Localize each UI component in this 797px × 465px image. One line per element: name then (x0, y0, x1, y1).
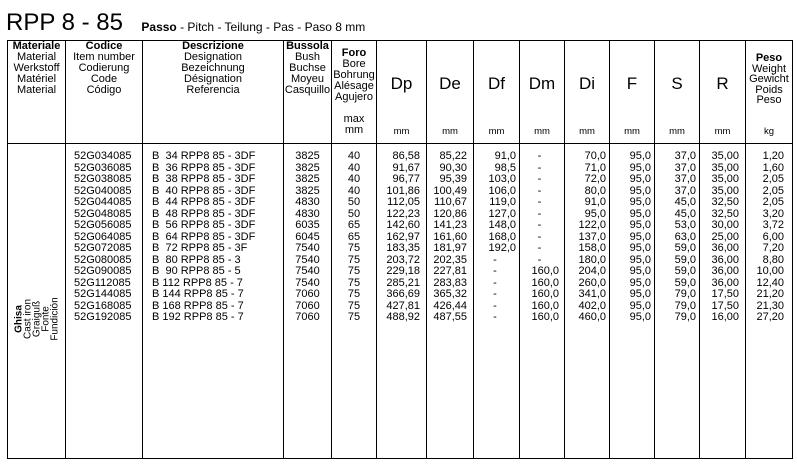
cell-di: 91,0 (584, 196, 606, 208)
header-foro-2: Bohrung (333, 69, 375, 81)
cell-peso: 27,20 (756, 311, 784, 323)
cell-di: 137,0 (578, 230, 606, 243)
cell-descrizione: B 192 RPP8 85 - 7 (152, 311, 244, 323)
header-di-unit: mm (579, 126, 595, 137)
header-foro-mm: mm (344, 124, 364, 136)
header-foro-1: Bore (342, 58, 366, 70)
header-descrizione-0: Descrizione (182, 40, 244, 52)
cell-dp: 488,92 (386, 311, 420, 323)
cell-r: 16,00 (711, 311, 739, 323)
material-4: Fundición (49, 297, 60, 341)
cell-peso: 2,05 (762, 184, 784, 197)
cell-dm: - (537, 230, 542, 243)
cell-codice: 52G044085 (74, 196, 132, 208)
material-2: Graiguß (31, 300, 42, 338)
body-row (8, 144, 793, 459)
cell-f: 95,0 (629, 196, 651, 208)
cell-s: 37,0 (674, 173, 696, 185)
header-materiale-2: Werkstoff (13, 62, 60, 74)
header-peso-4: Peso (756, 94, 782, 106)
header-dp-unit: mm (393, 126, 410, 137)
header-s (655, 41, 700, 144)
header-descrizione-4: Referencia (186, 84, 240, 96)
header-f-unit: mm (624, 126, 640, 137)
col-f (610, 144, 655, 459)
header-foro (332, 41, 377, 144)
header-foro-3: Alésage (334, 80, 374, 92)
cell-s: 63,0 (674, 230, 696, 243)
cell-bussola: 6045 (295, 230, 320, 243)
cell-de: 227,81 (433, 265, 467, 277)
cell-foro: 75 (347, 265, 361, 277)
cell-s: 53,0 (674, 219, 696, 231)
cell-de: 85,22 (439, 150, 467, 162)
cell-f: 95,0 (629, 311, 651, 323)
cell-dp: 86,58 (392, 150, 420, 162)
header-di (565, 41, 610, 144)
header-foro-4: Agujero (335, 91, 373, 103)
col-di (565, 144, 610, 459)
col-codice (66, 144, 143, 459)
cell-dm: - (537, 184, 542, 197)
cell-dm: - (537, 253, 542, 266)
cell-descrizione: B 168 RPP8 85 - 7 (152, 299, 244, 312)
title-row (6, 8, 365, 38)
cell-di: 158,0 (578, 242, 606, 254)
cell-f: 95,0 (629, 184, 651, 197)
cell-bussola: 7060 (295, 311, 320, 323)
cell-dm: 160,0 (531, 288, 559, 300)
cell-di: 341,0 (578, 288, 606, 300)
cell-codice: 52G064085 (74, 230, 132, 243)
cell-foro: 75 (347, 311, 361, 323)
cell-di: 95,0 (584, 207, 606, 220)
cell-df: 98,5 (494, 161, 516, 174)
cell-r: 17,50 (711, 288, 739, 300)
cell-codice: 52G144085 (74, 288, 132, 300)
col-s (655, 144, 700, 459)
cell-peso: 8,80 (762, 253, 784, 266)
cell-r: 25,00 (711, 230, 739, 243)
cell-s: 59,0 (674, 253, 696, 266)
cell-dp: 112,05 (387, 196, 420, 208)
cell-r: 36,00 (711, 276, 739, 289)
header-df (474, 41, 520, 144)
cell-df: - (493, 265, 497, 277)
col-de (427, 144, 474, 459)
header-materiale-4: Material (16, 84, 57, 96)
cell-dm: - (537, 219, 542, 231)
cell-r: 35,00 (711, 173, 739, 185)
cell-foro: 75 (347, 253, 361, 266)
cell-peso: 2,05 (762, 196, 784, 208)
header-f (610, 41, 655, 144)
cell-descrizione: B 80 RPP8 85 - 3 (152, 253, 241, 266)
cell-descrizione: B 40 RPP8 85 - 3DF (152, 184, 256, 197)
cell-descrizione: B 48 RPP8 85 - 3DF (152, 207, 256, 220)
cell-f: 95,0 (629, 288, 651, 300)
header-materiale-3: Matériel (16, 73, 57, 85)
cell-s: 79,0 (674, 288, 696, 300)
pitch-subtitle (141, 16, 365, 38)
cell-dp: 122,23 (386, 207, 420, 220)
material-3: Fonte (40, 306, 51, 332)
cell-s: 79,0 (674, 311, 696, 323)
cell-df: 103,0 (488, 173, 516, 185)
cell-s: 59,0 (674, 265, 696, 277)
cell-codice: 52G048085 (74, 207, 132, 220)
header-de-label: De (439, 74, 461, 93)
cell-r: 30,00 (711, 219, 739, 231)
cell-bussola: 3825 (295, 161, 320, 174)
cell-peso: 6,00 (762, 230, 784, 243)
cell-descrizione: B 44 RPP8 85 - 3DF (152, 196, 256, 208)
cell-de: 90,30 (439, 161, 467, 174)
cell-df: 148,0 (488, 219, 516, 231)
cell-r: 17,50 (711, 299, 739, 312)
cell-dm: 160,0 (531, 299, 559, 312)
cell-foro: 75 (347, 242, 361, 254)
spec-table (7, 40, 793, 459)
cell-dm: 160,0 (531, 276, 559, 289)
cell-s: 59,0 (674, 242, 696, 254)
cell-de: 95,39 (439, 173, 467, 185)
cell-f: 95,0 (629, 161, 651, 174)
header-dm (520, 41, 565, 144)
material-1: Cast iron (22, 298, 33, 340)
cell-bussola: 4830 (295, 196, 320, 208)
cell-di: 460,0 (578, 311, 606, 323)
cell-descrizione: B 112 RPP8 85 - 7 (152, 276, 243, 289)
header-descrizione-2: Bezeichnung (181, 62, 245, 74)
header-bussola-3: Moyeu (290, 73, 325, 85)
cell-f: 95,0 (629, 173, 651, 185)
cell-peso: 7,20 (762, 242, 784, 254)
header-codice-1: Item number (73, 51, 135, 63)
cell-de: 487,55 (433, 311, 467, 323)
cell-f: 95,0 (629, 253, 651, 266)
cell-df: - (493, 276, 497, 289)
cell-foro: 40 (347, 184, 361, 197)
header-de (427, 41, 474, 144)
cell-foro: 75 (347, 276, 361, 289)
header-codice-0: Codice (85, 40, 123, 52)
header-materiale (8, 41, 66, 144)
cell-s: 37,0 (674, 150, 696, 162)
col-descrizione (143, 144, 284, 459)
cell-codice: 52G034085 (74, 150, 132, 162)
cell-bussola: 6035 (295, 219, 320, 231)
cell-peso: 21,30 (756, 299, 784, 312)
cell-df: 168,0 (488, 230, 516, 243)
cell-dp: 229,18 (386, 265, 420, 277)
cell-codice: 52G080085 (74, 253, 132, 266)
header-codice-3: Code (90, 73, 118, 85)
cell-codice: 52G056085 (74, 219, 132, 231)
cell-df: - (493, 288, 497, 300)
header-descrizione-1: Designation (183, 51, 243, 63)
cell-peso: 3,20 (762, 207, 784, 220)
header-df-label: Df (488, 74, 505, 93)
cell-dp: 96,77 (392, 173, 420, 185)
header-materiale-0: Materiale (12, 40, 61, 52)
cell-f: 95,0 (629, 207, 651, 220)
cell-df: 127,0 (488, 207, 516, 220)
cell-s: 45,0 (674, 196, 696, 208)
cell-f: 95,0 (629, 265, 651, 277)
cell-foro: 75 (347, 288, 361, 300)
cell-de: 181,97 (433, 242, 467, 254)
header-foro-0: Foro (341, 47, 367, 59)
cell-codice: 52G038085 (74, 173, 132, 185)
pitch-label: Passo (141, 20, 177, 34)
cell-di: 402,0 (578, 299, 606, 312)
header-de-unit: mm (442, 126, 458, 137)
cell-codice: 52G112085 (74, 276, 131, 289)
cell-r: 35,00 (711, 161, 739, 174)
cell-di: 260,0 (578, 276, 606, 289)
header-dm-unit: mm (534, 126, 550, 137)
cell-foro: 50 (347, 207, 361, 220)
cell-dp: 183,35 (386, 242, 420, 254)
cell-dm: - (537, 173, 542, 185)
cell-s: 37,0 (674, 161, 696, 174)
cell-r: 36,00 (711, 253, 739, 266)
header-f-label: F (626, 74, 638, 93)
header-materiale-1: Material (16, 51, 57, 63)
header-bussola-2: Buchse (289, 62, 326, 74)
cell-descrizione: B 144 RPP8 85 - 7 (152, 288, 244, 300)
cell-df: 106,0 (488, 184, 516, 197)
cell-s: 59,0 (674, 276, 696, 289)
cell-codice: 52G072085 (74, 242, 132, 254)
col-r (700, 144, 746, 459)
cell-dm: - (537, 207, 542, 220)
cell-de: 365,32 (433, 288, 467, 300)
cell-foro: 50 (347, 196, 361, 208)
header-peso-unit: kg (763, 126, 775, 137)
cell-dp: 91,67 (392, 161, 420, 174)
cell-r: 32,50 (711, 207, 739, 220)
header-codice-2: Codierung (78, 62, 130, 74)
cell-de: 426,44 (433, 299, 467, 312)
cell-descrizione: B 34 RPP8 85 - 3DF (152, 150, 256, 162)
cell-bussola: 7540 (295, 265, 320, 277)
cell-peso: 12,40 (756, 276, 784, 289)
cell-dm: - (537, 196, 542, 208)
cell-peso: 1,20 (762, 150, 784, 162)
cell-dp: 285,21 (386, 276, 420, 289)
cell-dp: 366,69 (386, 288, 420, 300)
cell-df: 91,0 (494, 150, 516, 162)
cell-s: 45,0 (674, 207, 696, 220)
cell-foro: 65 (347, 219, 361, 231)
cell-di: 72,0 (584, 173, 606, 185)
cell-dm: - (537, 150, 542, 162)
cell-dp: 162,97 (386, 230, 420, 243)
cell-codice: 52G090085 (74, 265, 132, 277)
cell-bussola: 7060 (295, 288, 320, 300)
col-dp (377, 144, 427, 459)
page-title: RPP 8 - 85 (6, 9, 123, 36)
cell-bussola: 3825 (295, 173, 320, 185)
cell-df: - (493, 299, 497, 312)
header-di-label: Di (578, 74, 596, 93)
cell-f: 95,0 (629, 150, 651, 162)
cell-de: 283,83 (433, 276, 467, 289)
header-dp (377, 41, 427, 144)
cell-peso: 1,60 (762, 161, 784, 174)
cell-descrizione: B 64 RPP8 85 - 3DF (152, 230, 256, 243)
cell-dp: 427,81 (386, 299, 420, 312)
header-r (700, 41, 746, 144)
cell-peso: 21,20 (756, 288, 784, 300)
cell-r: 35,00 (711, 150, 739, 162)
cell-de: 100,49 (433, 184, 467, 197)
cell-foro: 40 (347, 173, 361, 185)
cell-di: 71,0 (584, 161, 606, 174)
header-peso-2: Gewicht (749, 73, 789, 85)
cell-r: 36,00 (711, 265, 739, 277)
cell-s: 79,0 (674, 299, 696, 312)
cell-foro: 40 (347, 161, 361, 174)
cell-df: - (493, 311, 497, 323)
cell-dm: 160,0 (531, 265, 559, 277)
header-bussola (284, 41, 332, 144)
header-bussola-4: Casquillo (284, 84, 331, 96)
cell-bussola: 7060 (295, 299, 320, 312)
header-r-unit: mm (714, 126, 731, 137)
cell-df: 119,0 (489, 196, 516, 208)
cell-descrizione: B 36 RPP8 85 - 3DF (152, 161, 256, 174)
cell-codice: 52G040085 (74, 184, 132, 197)
cell-peso: 3,72 (762, 219, 784, 231)
header-foro-max: max (343, 113, 365, 125)
cell-r: 32,50 (711, 196, 739, 208)
cell-bussola: 7540 (295, 242, 320, 254)
cell-r: 36,00 (711, 242, 739, 254)
cell-codice: 52G036085 (74, 161, 132, 174)
cell-f: 95,0 (629, 219, 651, 231)
cell-bussola: 7540 (295, 276, 320, 289)
cell-di: 122,0 (578, 219, 606, 231)
header-descrizione-3: Désignation (183, 73, 243, 85)
cell-de: 141,23 (433, 219, 467, 231)
header-bussola-1: Bush (294, 51, 321, 63)
cell-df: 192,0 (488, 242, 516, 254)
header-peso-1: Weight (751, 62, 787, 75)
material-0: Ghisa (13, 305, 24, 333)
cell-de: 161,60 (433, 230, 467, 243)
cell-di: 80,0 (584, 184, 606, 197)
cell-descrizione: B 72 RPP8 85 - 3F (152, 242, 248, 254)
header-row (8, 41, 793, 144)
cell-f: 95,0 (629, 230, 651, 243)
col-foro (332, 144, 377, 459)
cell-bussola: 3825 (295, 150, 320, 162)
cell-dp: 203,72 (386, 253, 420, 266)
header-codice (66, 41, 143, 144)
header-peso-3: Poids (755, 83, 783, 96)
header-codice-4: Código (86, 84, 122, 96)
col-df (474, 144, 520, 459)
cell-dp: 142,60 (386, 219, 420, 231)
cell-descrizione: B 38 RPP8 85 - 3DF (152, 173, 256, 185)
cell-df: - (493, 253, 497, 266)
header-peso-0: Peso (755, 52, 783, 64)
cell-descrizione: B 90 RPP8 85 - 5 (152, 265, 241, 277)
col-bussola (284, 144, 332, 459)
cell-dm: - (537, 242, 542, 254)
header-peso (746, 41, 793, 144)
cell-f: 95,0 (629, 242, 651, 254)
cell-f: 95,0 (629, 299, 651, 312)
cell-bussola: 7540 (295, 253, 320, 266)
header-dp-label: Dp (390, 74, 413, 93)
header-r-label: R (716, 74, 729, 93)
cell-foro: 75 (347, 299, 361, 312)
cell-de: 202,35 (433, 253, 467, 266)
cell-di: 204,0 (578, 265, 606, 277)
col-dm (520, 144, 565, 459)
col-peso (746, 144, 793, 459)
header-dm-label: Dm (528, 74, 556, 93)
cell-de: 110,67 (434, 196, 467, 208)
cell-foro: 65 (347, 230, 361, 243)
cell-dm: 160,0 (531, 311, 559, 323)
cell-f: 95,0 (629, 276, 651, 289)
cell-bussola: 4830 (295, 207, 320, 220)
cell-peso: 2,05 (762, 173, 784, 185)
cell-di: 180,0 (578, 253, 606, 266)
cell-codice: 52G168085 (74, 299, 132, 312)
cell-dm: - (537, 161, 542, 174)
cell-r: 35,00 (711, 184, 739, 197)
header-s-label: S (671, 74, 683, 93)
cell-dp: 101,86 (386, 184, 420, 197)
cell-foro: 40 (347, 150, 361, 162)
cell-di: 70,0 (584, 150, 606, 162)
header-s-unit: mm (669, 126, 685, 137)
cell-descrizione: B 56 RPP8 85 - 3DF (152, 219, 256, 231)
cell-bussola: 3825 (295, 184, 320, 197)
cell-peso: 10,00 (756, 265, 784, 277)
pitch-text: - Pitch - Teilung - Pas - Paso 8 mm (176, 20, 366, 34)
header-bussola-0: Bussola (286, 40, 329, 52)
header-df-unit: mm (488, 126, 505, 137)
cell-s: 37,0 (674, 184, 696, 197)
cell-codice: 52G192085 (74, 311, 132, 323)
header-descrizione (143, 41, 284, 144)
cell-de: 120,86 (433, 207, 467, 220)
material-cell (8, 144, 66, 459)
